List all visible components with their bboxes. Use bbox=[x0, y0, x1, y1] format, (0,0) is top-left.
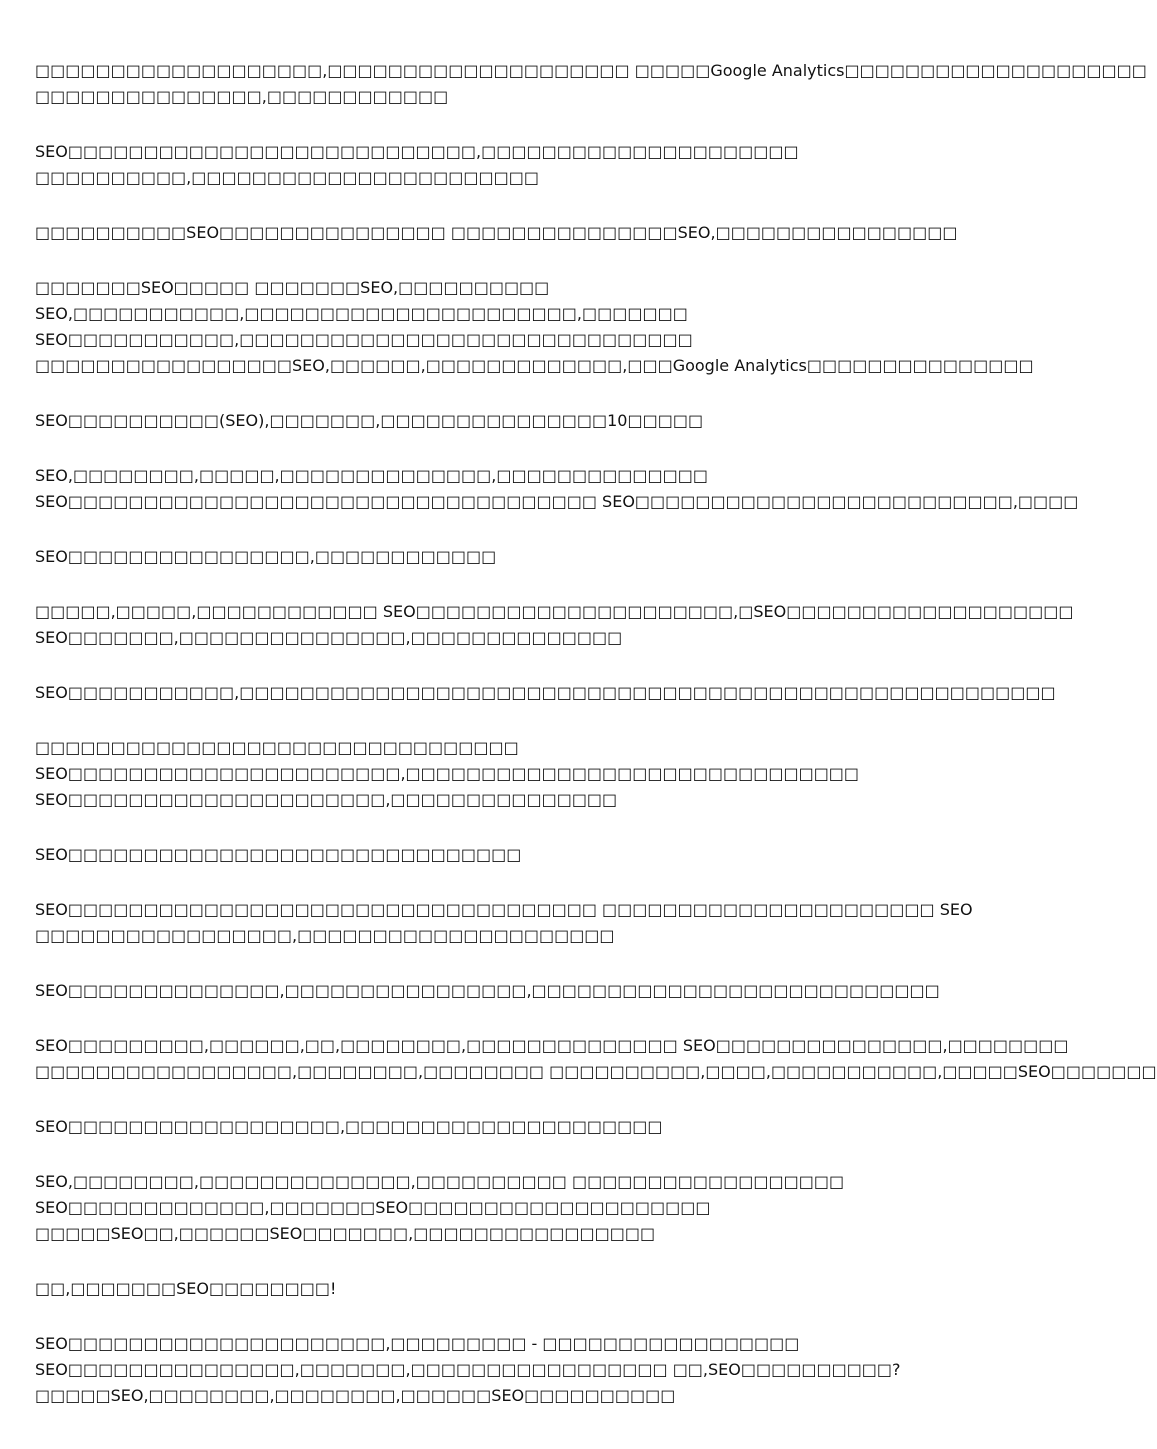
text-line: SEO□□□□□□□□□□□□□□□□□□□□□□□□□□□□□□□□□□□ □□□□□□□□□□□□□□□□□□□□□□ SEO bbox=[35, 900, 973, 919]
text-line: □□□□□□□□□□□□□□□□□,□□□□□□□□□□□□□□□□□□□□□ bbox=[35, 926, 615, 945]
text-line: SEO□□□□□□□□□□□□□□□□□□□□□□□□□□□□□□ bbox=[35, 845, 522, 864]
paragraph bbox=[35, 275, 1034, 379]
text-line: □□□□□□□□□□□□□□□,□□□□□□□□□□□□ bbox=[35, 87, 449, 106]
paragraph bbox=[35, 735, 995, 813]
paragraph bbox=[35, 544, 995, 570]
text-line: □□□□□SEO,□□□□□□□□,□□□□□□□□,□□□□□□SEO□□□□□□□□□□ bbox=[35, 1386, 676, 1405]
paragraph bbox=[35, 1331, 995, 1409]
paragraph bbox=[35, 1276, 995, 1302]
text-line: □□□□□SEO□□,□□□□□□SEO□□□□□□□,□□□□□□□□□□□□□□□□ bbox=[35, 1224, 656, 1243]
paragraph bbox=[35, 408, 995, 434]
paragraph bbox=[35, 463, 1079, 515]
text-line: □□□□□□□□□□□□□□□□□□□,□□□□□□□□□□□□□□□□□□□□ □□□□□Google Analytics□□□□□□□□□□□□□□□□□□□□ bbox=[35, 61, 1147, 80]
text-line: SEO□□□□□□□□□□□□□□,□□□□□□□□□□□□□□□□,□□□□□□□□□□□□□□□□□□□□□□□□□□□ bbox=[35, 981, 940, 1000]
text-line: □□□□□□□□□□□□□□□□□□□□□□□□□□□□□□□□ bbox=[35, 738, 519, 757]
text-line: SEO□□□□□□□□□□□□□□□□□□,□□□□□□□□□□□□□□□□□□□□□ bbox=[35, 1117, 663, 1136]
paragraph bbox=[35, 220, 995, 246]
paragraph bbox=[35, 978, 995, 1004]
text-line: SEO□□□□□□□□□□□□□□□□,□□□□□□□□□□□□ bbox=[35, 547, 497, 566]
text-line: □□□□□□□□□□□□□□□□□SEO,□□□□□□,□□□□□□□□□□□□□,□□□Google Analytics□□□□□□□□□□□□□□□ bbox=[35, 356, 1034, 375]
paragraph bbox=[35, 139, 995, 191]
text-line: SEO□□□□□□□□□,□□□□□□,□□,□□□□□□□□,□□□□□□□□□□□□□□ SEO□□□□□□□□□□□□□□□,□□□□□□□□ bbox=[35, 1036, 1069, 1055]
text-line: □□□□□,□□□□□,□□□□□□□□□□□□ SEO□□□□□□□□□□□□□□□□□□□□□,□SEO□□□□□□□□□□□□□□□□□□□ bbox=[35, 602, 1074, 621]
text-line: SEO□□□□□□□□□□□□□□□,□□□□□□□,□□□□□□□□□□□□□□□□□ □□,SEO□□□□□□□□□□? bbox=[35, 1360, 901, 1379]
text-line: SEO□□□□□□□□□□□□□□□□□□□□□,□□□□□□□□□□□□□□□ bbox=[35, 790, 618, 809]
text-line: SEO□□□□□□□□□□□,□□□□□□□□□□□□□□□□□□□□□□□□□□□□□□ bbox=[35, 330, 693, 349]
text-line: SEO□□□□□□□□□□(SEO),□□□□□□□,□□□□□□□□□□□□□□□10□□□□□ bbox=[35, 411, 704, 430]
text-line: SEO□□□□□□□□□□□□□,□□□□□□□SEO□□□□□□□□□□□□□□□□□□□□ bbox=[35, 1198, 711, 1217]
document-body bbox=[35, 58, 1157, 1438]
text-line: □□□□□□□SEO□□□□□ □□□□□□□SEO,□□□□□□□□□□ bbox=[35, 278, 550, 297]
text-line: □□□□□□□□□□SEO□□□□□□□□□□□□□□□ □□□□□□□□□□□□□□□SEO,□□□□□□□□□□□□□□□□ bbox=[35, 223, 958, 242]
text-line: □□□□□□□□□□,□□□□□□□□□□□□□□□□□□□□□□□ bbox=[35, 168, 539, 187]
paragraph bbox=[35, 599, 1074, 651]
text-line: SEO,□□□□□□□□□□□,□□□□□□□□□□□□□□□□□□□□□□,□□□□□□□ bbox=[35, 304, 688, 323]
paragraph bbox=[35, 1169, 995, 1247]
paragraph bbox=[35, 58, 1147, 110]
text-line: □□,□□□□□□□SEO□□□□□□□□! bbox=[35, 1279, 337, 1298]
paragraph bbox=[35, 842, 995, 868]
paragraph bbox=[35, 680, 1056, 706]
text-line: SEO□□□□□□□□□□□□□□□□□□□□□□□□□□□□□□□□□□□ SEO□□□□□□□□□□□□□□□□□□□□□□□□□,□□□□ bbox=[35, 492, 1079, 511]
text-line: SEO□□□□□□□□□□□□□□□□□□□□□□□□□□□,□□□□□□□□□□□□□□□□□□□□□ bbox=[35, 142, 799, 161]
text-line: SEO□□□□□□□,□□□□□□□□□□□□□□□,□□□□□□□□□□□□□□ bbox=[35, 628, 623, 647]
text-line: SEO,□□□□□□□□,□□□□□□□□□□□□□□,□□□□□□□□□□ □□□□□□□□□□□□□□□□□□ bbox=[35, 1172, 845, 1191]
paragraph bbox=[35, 1114, 995, 1140]
text-line: SEO,□□□□□□□□,□□□□□,□□□□□□□□□□□□□□,□□□□□□□□□□□□□□ bbox=[35, 466, 709, 485]
text-line: SEO□□□□□□□□□□□,□□□□□□□□□□□□□□□□□□□□□□□□□□□□□□□□□□□□□□□□□□□□□□□□□□□□□□ bbox=[35, 683, 1056, 702]
paragraph bbox=[35, 897, 995, 949]
paragraph bbox=[35, 1033, 1157, 1085]
text-line: SEO□□□□□□□□□□□□□□□□□□□□□,□□□□□□□□□ - □□□□□□□□□□□□□□□□□ bbox=[35, 1334, 800, 1353]
text-line: □□□□□□□□□□□□□□□□□,□□□□□□□□,□□□□□□□□ □□□□□□□□□□,□□□□,□□□□□□□□□□□,□□□□□SEO□□□□□□□ bbox=[35, 1062, 1157, 1081]
text-line: SEO□□□□□□□□□□□□□□□□□□□□□□,□□□□□□□□□□□□□□□□□□□□□□□□□□□□□□ bbox=[35, 764, 860, 783]
